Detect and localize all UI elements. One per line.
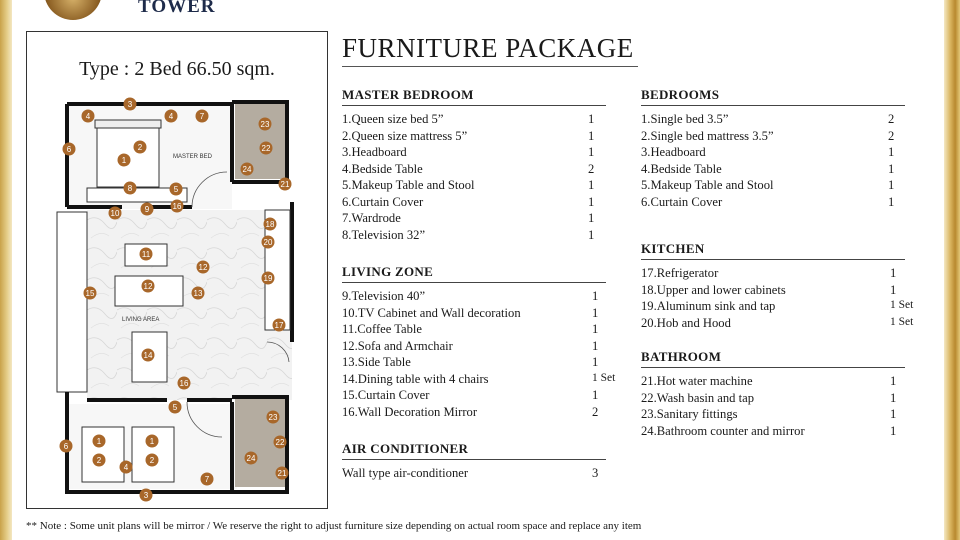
svg-text:2: 2 <box>96 456 102 465</box>
list-item: 2.Queen size mattress 5” 1 <box>342 128 595 143</box>
marker-16 <box>171 200 184 213</box>
list-item: 4.Bedside Table 2 <box>342 161 595 176</box>
svg-text:23: 23 <box>268 413 278 422</box>
svg-text:3: 3 <box>143 491 149 500</box>
gold-border-right <box>944 0 960 540</box>
svg-text:4: 4 <box>85 112 91 121</box>
svg-text:14: 14 <box>143 351 153 360</box>
list-item: 10.TV Cabinet and Wall decoration 1 <box>342 305 599 320</box>
section-master-bedroom <box>342 87 606 244</box>
marker-14 <box>142 349 155 362</box>
svg-text:13: 13 <box>193 289 203 298</box>
marker-1 <box>146 435 159 448</box>
section-heading: AIR CONDITIONER <box>342 441 606 460</box>
svg-text:7: 7 <box>204 475 210 484</box>
marker-12 <box>197 261 210 274</box>
marker-22 <box>260 142 273 155</box>
svg-text:2: 2 <box>137 143 143 152</box>
marker-23 <box>267 411 280 424</box>
room-label-master-bed: MASTER BED <box>173 154 213 160</box>
list-item: 22.Wash basin and tap 1 <box>641 390 897 405</box>
marker-5 <box>170 183 183 196</box>
list-item: 11.Coffee Table 1 <box>342 322 599 336</box>
svg-text:17: 17 <box>274 321 284 330</box>
svg-text:7: 7 <box>199 112 205 121</box>
marker-19 <box>262 272 275 285</box>
marker-9 <box>141 203 154 216</box>
svg-text:4: 4 <box>123 463 129 472</box>
floor-plan <box>26 31 328 509</box>
marker-5 <box>169 401 182 414</box>
svg-text:6: 6 <box>66 145 72 154</box>
svg-text:18: 18 <box>265 220 275 229</box>
svg-text:9: 9 <box>144 205 150 214</box>
svg-text:1: 1 <box>149 437 155 446</box>
footnote: ** Note : Some unit plans will be mirror / We reserve the right to adjust furniture size depending on actual room space and replace any item <box>26 520 642 532</box>
marker-2 <box>93 454 106 467</box>
marker-4 <box>82 110 95 123</box>
svg-text:12: 12 <box>143 282 153 291</box>
section-heading: MASTER BEDROOM <box>342 87 606 106</box>
svg-text:1: 1 <box>121 156 127 165</box>
svg-text:19: 19 <box>263 274 273 283</box>
list-item: 9.Television 40” 1 <box>342 289 599 303</box>
list-item: 21.Hot water machine 1 <box>641 374 897 388</box>
marker-21 <box>279 178 292 191</box>
section-heading: BEDROOMS <box>641 87 905 106</box>
svg-text:16: 16 <box>172 202 182 211</box>
section-heading: KITCHEN <box>641 241 905 260</box>
marker-2 <box>134 141 147 154</box>
marker-6 <box>60 440 73 453</box>
svg-text:20: 20 <box>263 238 273 247</box>
list-item: 1.Queen size bed 5” 1 <box>342 112 595 126</box>
marker-1 <box>93 435 106 448</box>
svg-text:15: 15 <box>85 289 95 298</box>
marker-7 <box>196 110 209 123</box>
svg-text:16: 16 <box>179 379 189 388</box>
room-label-living-area: LIVING AREA <box>122 317 160 323</box>
section-heading: LIVING ZONE <box>342 264 606 283</box>
list-item: 16.Wall Decoration Mirror 2 <box>342 404 599 419</box>
svg-text:10: 10 <box>110 209 120 218</box>
marker-2 <box>146 454 159 467</box>
section-kitchen <box>641 241 914 332</box>
list-item: 12.Sofa and Armchair 1 <box>342 338 599 353</box>
lion-logo-icon <box>44 0 102 20</box>
title-divider <box>342 66 638 67</box>
svg-text:24: 24 <box>246 454 256 463</box>
marker-6 <box>63 143 76 156</box>
list-item: 6.Curtain Cover 1 <box>342 194 595 209</box>
svg-text:5: 5 <box>172 403 178 412</box>
section-bathroom <box>641 349 905 440</box>
plan-type-label: Type : 2 Bed 66.50 sqm. <box>79 58 275 80</box>
svg-text:2: 2 <box>149 456 155 465</box>
list-item: 5.Makeup Table and Stool 1 <box>342 178 595 192</box>
marker-8 <box>124 182 137 195</box>
list-item: 7.Wardrode 1 <box>342 211 595 225</box>
section-bedrooms <box>641 87 905 211</box>
list-item: 18.Upper and lower cabinets 1 <box>641 282 897 297</box>
marker-23 <box>259 118 272 131</box>
svg-text:3: 3 <box>127 100 133 109</box>
marker-1 <box>118 154 131 167</box>
svg-text:23: 23 <box>260 120 270 129</box>
list-item: 17.Refrigerator 1 <box>641 266 897 280</box>
list-item: 14.Dining table with 4 chairs 1 Set <box>342 371 616 386</box>
list-item: 3.Headboard 1 <box>641 145 895 159</box>
marker-24 <box>241 163 254 176</box>
section-living-zone <box>342 264 616 421</box>
svg-text:21: 21 <box>277 469 287 478</box>
marker-7 <box>201 473 214 486</box>
list-item: Wall type air-conditioner 3 <box>342 466 599 480</box>
marker-22 <box>274 436 287 449</box>
marker-3 <box>124 98 137 111</box>
svg-text:22: 22 <box>261 144 271 153</box>
svg-text:5: 5 <box>173 185 179 194</box>
list-item: 20.Hob and Hood 1 Set <box>641 315 914 330</box>
list-item: 4.Bedside Table 1 <box>641 161 895 176</box>
list-item: 2.Single bed mattress 3.5” 2 <box>641 128 895 143</box>
list-item: 1.Single bed 3.5” 2 <box>641 112 895 126</box>
marker-16 <box>178 377 191 390</box>
marker-17 <box>273 319 286 332</box>
marker-18 <box>264 218 277 231</box>
list-item: 8.Television 32” 1 <box>342 227 595 242</box>
list-item: 19.Aluminum sink and tap 1 Set <box>641 299 914 313</box>
svg-text:22: 22 <box>275 438 285 447</box>
section-heading: BATHROOM <box>641 349 905 368</box>
marker-11 <box>140 248 153 261</box>
svg-text:6: 6 <box>63 442 69 451</box>
brand-name: TOWER <box>138 0 216 17</box>
marker-21 <box>276 467 289 480</box>
svg-text:21: 21 <box>280 180 290 189</box>
list-item: 24.Bathroom counter and mirror 1 <box>641 423 897 438</box>
marker-24 <box>245 452 258 465</box>
gold-border-left <box>0 0 12 540</box>
svg-text:11: 11 <box>141 250 151 259</box>
list-item: 5.Makeup Table and Stool 1 <box>641 178 895 192</box>
page-title: FURNITURE PACKAGE <box>342 33 634 63</box>
marker-20 <box>262 236 275 249</box>
list-item: 3.Headboard 1 <box>342 145 595 159</box>
svg-text:12: 12 <box>198 263 208 272</box>
list-item: 13.Side Table 1 <box>342 355 599 369</box>
marker-4 <box>120 461 133 474</box>
marker-12 <box>142 280 155 293</box>
marker-4 <box>165 110 178 123</box>
svg-text:24: 24 <box>242 165 252 174</box>
marker-10 <box>109 207 122 220</box>
section-air-conditioner <box>342 441 606 483</box>
svg-text:8: 8 <box>127 184 133 193</box>
list-item: 6.Curtain Cover 1 <box>641 194 895 209</box>
list-item: 15.Curtain Cover 1 <box>342 388 599 402</box>
marker-13 <box>192 287 205 300</box>
marker-3 <box>140 489 153 502</box>
svg-text:4: 4 <box>168 112 174 121</box>
svg-text:1: 1 <box>96 437 102 446</box>
floor-plan-drawing <box>27 32 327 508</box>
marker-15 <box>84 287 97 300</box>
list-item: 23.Sanitary fittings 1 <box>641 407 897 421</box>
